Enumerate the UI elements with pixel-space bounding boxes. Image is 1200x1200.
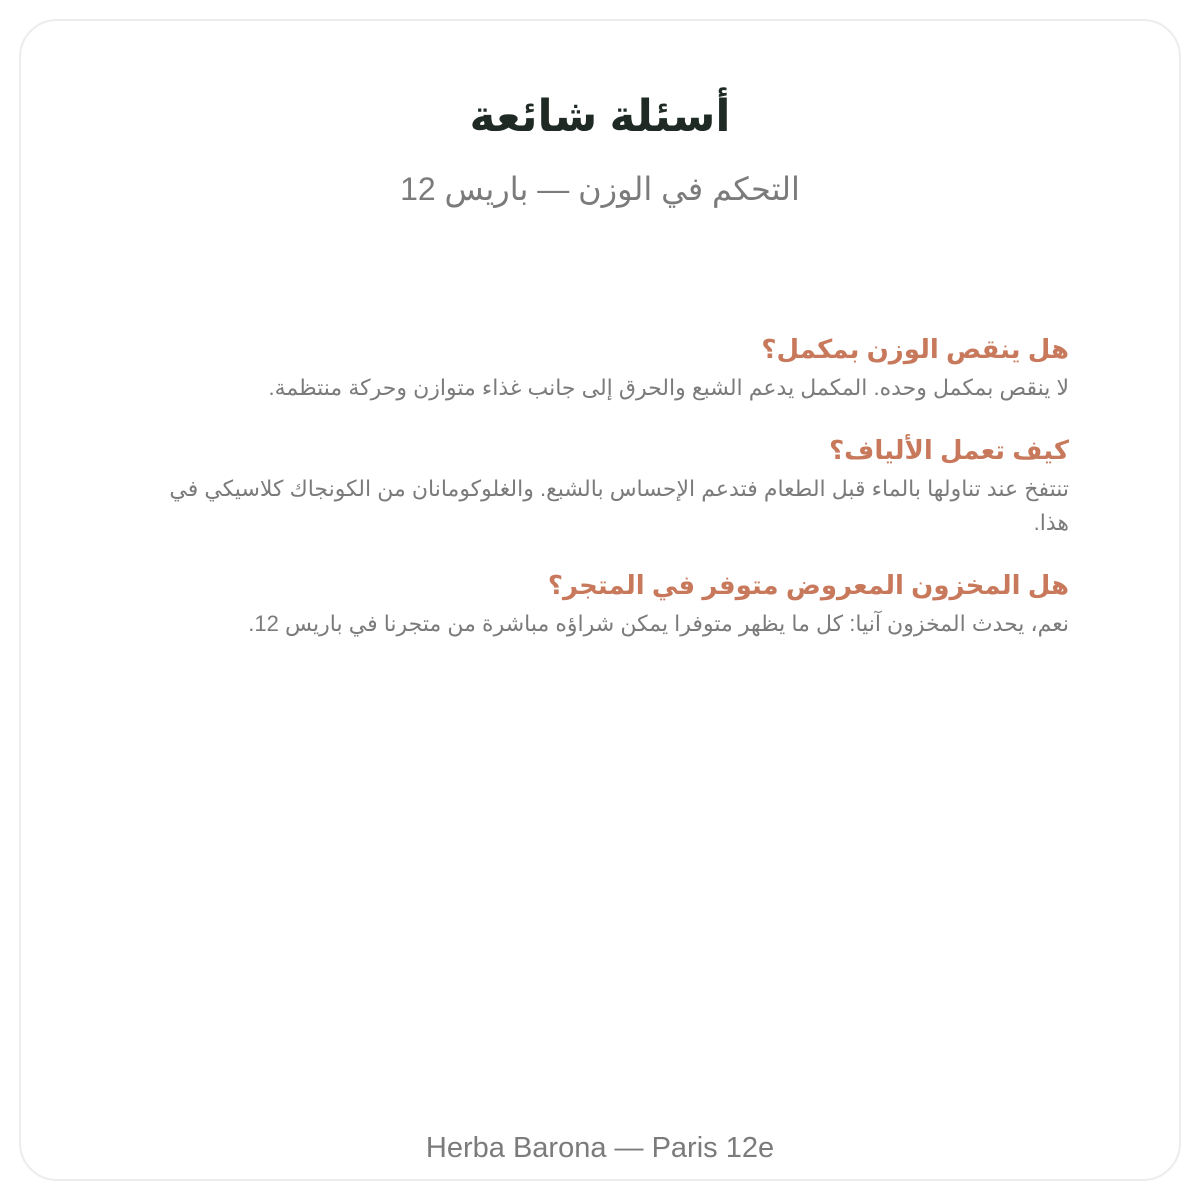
faq-card [19,19,1181,1181]
faq-question: كيف تعمل الألياف؟ [829,435,1069,465]
faq-answer: لا ينقص بمكمل وحده. المكمل يدعم الشبع والحرق إلى جانب غذاء متوازن وحركة منتظمة. [268,375,1069,400]
faq-answer: نعم، يحدث المخزون آنيا: كل ما يظهر متوفرا يمكن شراؤه مباشرة من متجرنا في باريس 12. [248,611,1069,636]
footer-brand: Herba Barona — Paris 12e [425,1132,775,1164]
faq-question: هل المخزون المعروض متوفر في المتجر؟ [547,570,1069,600]
faq-answer: تنتفخ عند تناولها بالماء قبل الطعام فتدعم الإحساس بالشبع. والغلوكومانان من الكونجاك كلاسيكي في هذا. [169,476,1069,535]
faq-item [141,432,1069,540]
page-subtitle: التحكم في الوزن — باريس 12 [400,171,800,207]
faq-list [141,331,1069,668]
page-title: أسئلة شائعة [469,92,731,141]
faq-item [141,567,1069,641]
faq-question: هل ينقص الوزن بمكمل؟ [761,334,1069,364]
faq-item [141,331,1069,405]
